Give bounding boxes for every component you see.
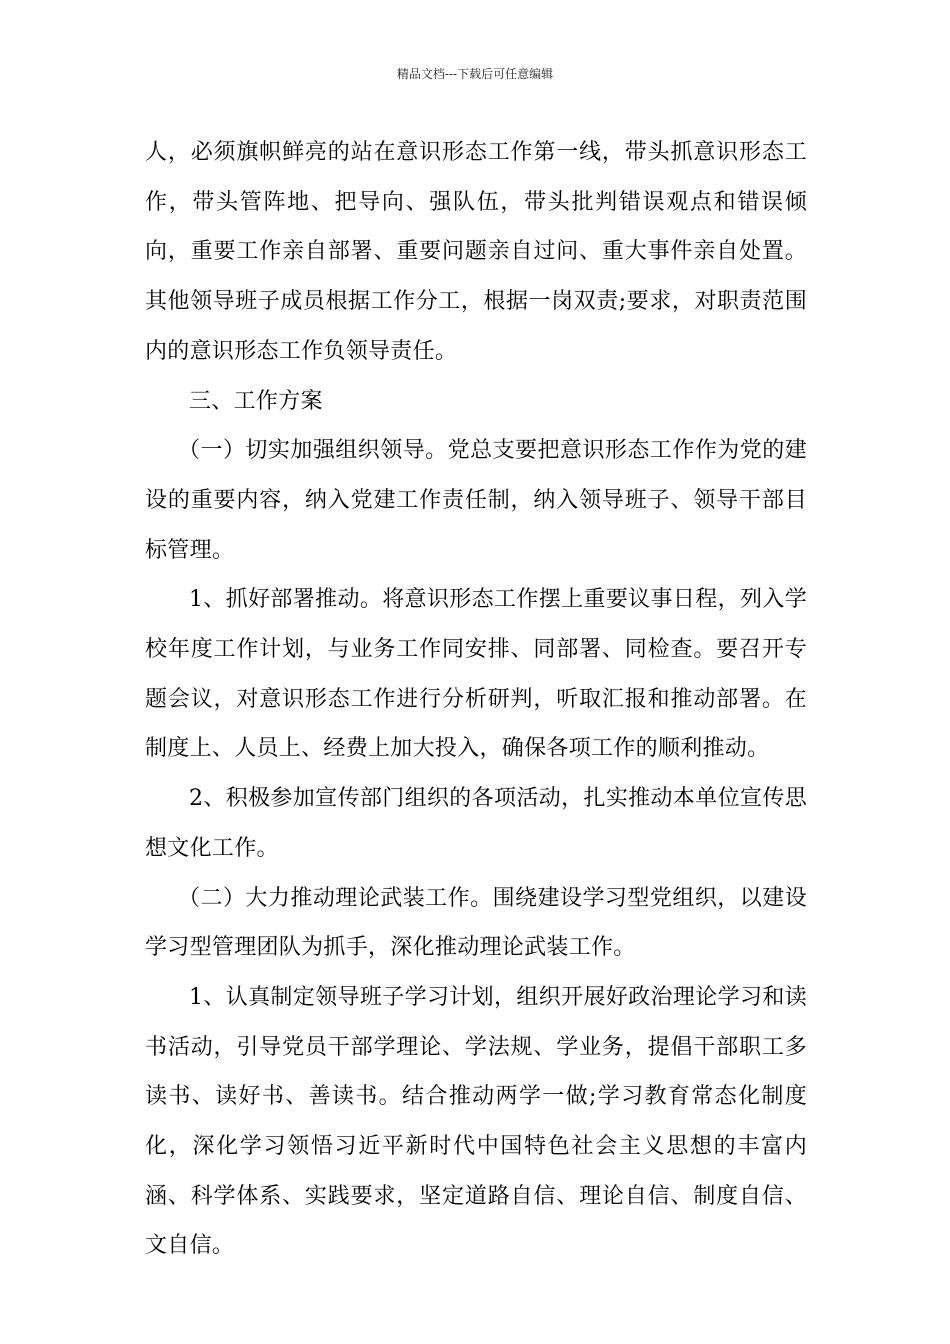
section-heading: 三、工作方案 xyxy=(189,388,323,414)
paragraph-subsection-1: （一）切实加强组织领导。党总支要把意识形态工作作为党的建设的重要内容，纳入党建工作责任制，纳入领导班子、领导干部目标管理。 xyxy=(145,438,807,563)
page-header: 精品文档---下载后可任意编辑 xyxy=(396,67,554,81)
paragraph-item-2: 2、积极参加宣传部门组织的各项活动，扎实推动本单位宣传思想文化工作。 xyxy=(145,786,807,861)
paragraph-item-1: 1、抓好部署推动。将意识形态工作摆上重要议事日程，列入学校年度工作计划，与业务工作同安排、同部署、同检查。要召开专题会议，对意识形态工作进行分析研判，听取汇报和推动部署。在制度上、人员上、经费上加大投入，确保各项工作的顺利推动。 xyxy=(145,587,807,762)
paragraph-item-1b: 1、认真制定领导班子学习计划，组织开展好政治理论学习和读书活动，引导党员干部学理论、学法规、学业务，提倡干部职工多读书、读好书、善读书。结合推动两学一做;学习教育常态化制度化，深化学习领悟习近平新时代中国特色社会主义思想的丰富内涵、科学体系、实践要求，坚定道路自信、理论自信、制度自信、文自信。 xyxy=(145,984,807,1259)
document-body xyxy=(145,128,807,1271)
paragraph-subsection-2: （二）大力推动理论武装工作。围绕建设学习型党组织，以建设学习型管理团队为抓手，深化推动理论武装工作。 xyxy=(145,885,807,961)
paragraph-continuation: 人，必须旗帜鲜亮的站在意识形态工作第一线，带头抓意识形态工作，带头管阵地、把导向、强队伍，带头批判错误观点和错误倾向，重要工作亲自部署、重要问题亲自过问、重大事件亲自处置。其他领导班子成员根据工作分工，根据一岗双责;要求，对职责范围内的意识形态工作负领导责任。 xyxy=(145,140,807,364)
